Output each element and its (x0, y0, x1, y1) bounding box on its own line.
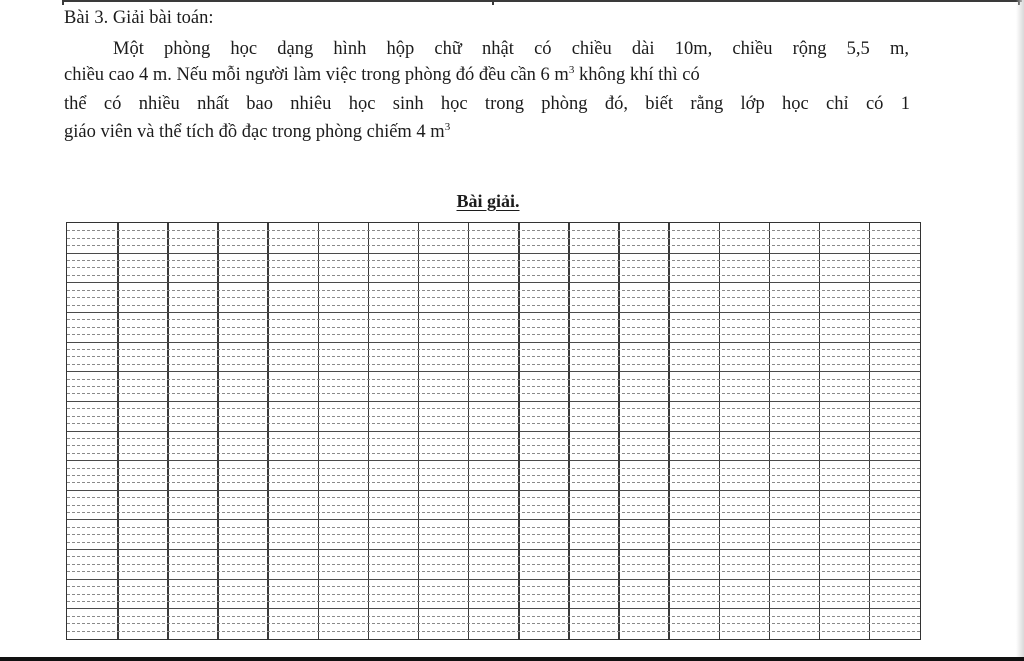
grid-row-line (67, 594, 920, 595)
grid-row-line (67, 386, 920, 387)
grid-row-line (67, 556, 920, 557)
grid-row-line (67, 423, 920, 424)
problem-line-2 (64, 66, 910, 85)
grid-row-line (67, 267, 920, 268)
grid-row-line (67, 601, 920, 602)
grid-row-line (67, 393, 920, 394)
exercise-title: Bài 3. Giải bài toán: (64, 8, 214, 28)
grid-row-line (67, 623, 920, 624)
grid-row-line (67, 564, 920, 565)
grid-row-line (67, 334, 920, 335)
grid-row-line (67, 497, 920, 498)
grid-row-line (67, 490, 920, 491)
grid-row-line (67, 305, 920, 306)
writing-grid[interactable] (66, 222, 921, 640)
grid-row-line (67, 379, 920, 380)
grid-row-line (67, 364, 920, 365)
grid-row-line (67, 282, 920, 283)
grid-row-line (67, 290, 920, 291)
grid-row-line (67, 260, 920, 261)
grid-row-line (67, 327, 920, 328)
top-border (62, 0, 1022, 2)
cubic-exponent: 3 (444, 121, 451, 133)
grid-row-line (67, 238, 920, 239)
grid-row-line (67, 230, 920, 231)
grid-row-line (67, 312, 920, 313)
grid-row-line (67, 512, 920, 513)
cubic-exponent: 3 (568, 64, 575, 76)
problem-line-4 (64, 123, 450, 142)
grid-row-line (67, 608, 920, 609)
solution-heading: Bài giải. (456, 191, 520, 211)
grid-row-line (67, 534, 920, 535)
page-shadow (1016, 0, 1024, 661)
grid-row-line (67, 460, 920, 461)
grid-row-line (67, 416, 920, 417)
grid-row-line (67, 349, 920, 350)
grid-row-line (67, 445, 920, 446)
grid-row-line (67, 579, 920, 580)
grid-row-line (67, 408, 920, 409)
top-border-mark (492, 0, 494, 5)
grid-row-line (67, 438, 920, 439)
problem-line-2-text: chiều cao 4 m. Nếu mỗi người làm việc trong phòng đó đều cần 6 m (64, 65, 569, 85)
grid-row-line (67, 253, 920, 254)
grid-row-line (67, 586, 920, 587)
grid-row-line (67, 401, 920, 402)
grid-row-line (67, 549, 920, 550)
grid-row-line (67, 356, 920, 357)
grid-row-line (67, 482, 920, 483)
grid-row-line (67, 453, 920, 454)
grid-row-line (67, 297, 920, 298)
grid-row-line (67, 616, 920, 617)
grid-row-line (67, 275, 920, 276)
grid-row-line (67, 527, 920, 528)
grid-row-line (67, 468, 920, 469)
top-border-mark (62, 0, 64, 5)
grid-row-line (67, 571, 920, 572)
grid-row-line (67, 319, 920, 320)
grid-row-line (67, 519, 920, 520)
grid-row-line (67, 371, 920, 372)
bottom-edge (0, 657, 1024, 661)
grid-row-line (67, 505, 920, 506)
problem-line-2-tail: không khí thì có (574, 65, 700, 85)
problem-line-4-text: giáo viên và thể tích đồ đạc trong phòng chiếm 4 m (64, 122, 445, 142)
grid-row-line (67, 631, 920, 632)
grid-row-line (67, 245, 920, 246)
grid-row-line (67, 431, 920, 432)
problem-line-1: Một phòng học dạng hình hộp chữ nhật có chiều dài 10m, chiều rộng 5,5 m, (113, 39, 909, 59)
problem-line-3: thể có nhiều nhất bao nhiêu học sinh học trong phòng đó, biết rằng lớp học chỉ có 1 (64, 94, 910, 114)
grid-row-line (67, 475, 920, 476)
grid-row-line (67, 342, 920, 343)
grid-row-line (67, 542, 920, 543)
